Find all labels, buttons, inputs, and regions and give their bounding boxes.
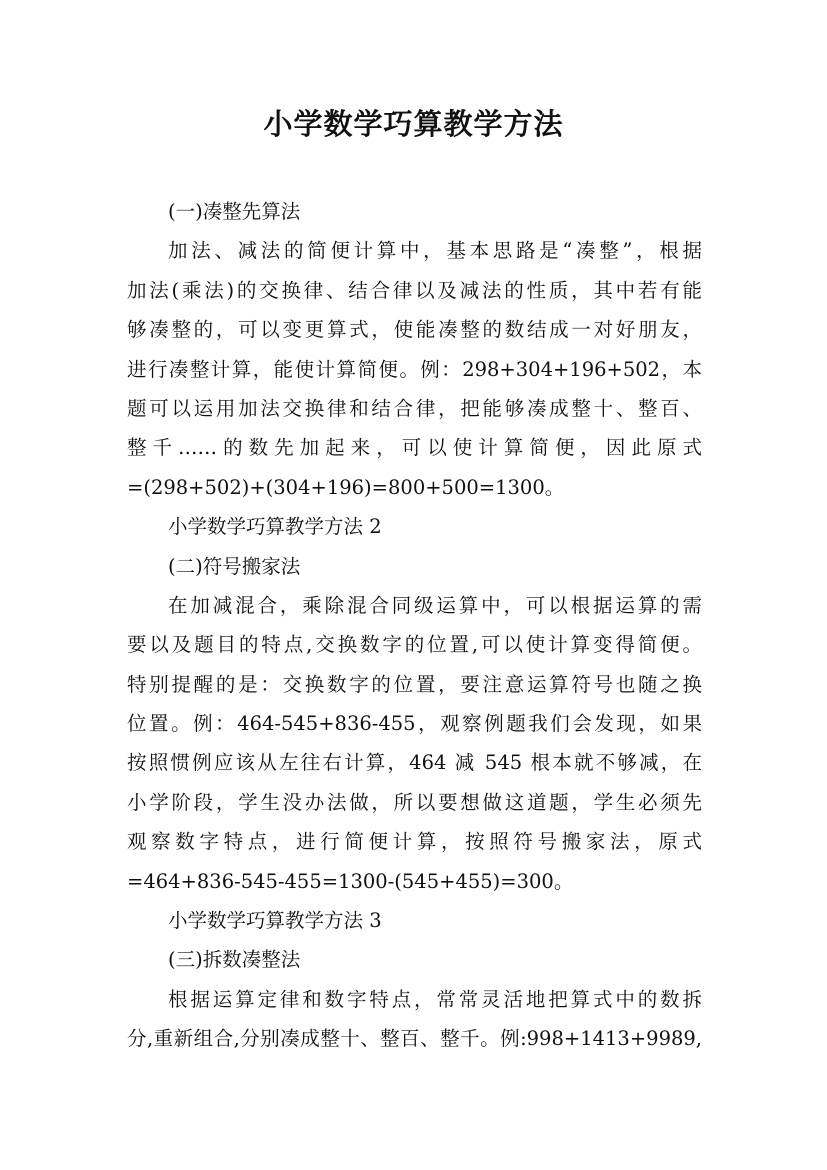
text-line: 小学阶段，学生没办法做，所以要想做这道题，学生必须先	[127, 790, 702, 814]
document-title: 小学数学巧算教学方法	[263, 107, 564, 141]
text-line: 位置。例：464-545+836-455，观察例题我们会发现，如果	[127, 712, 702, 736]
text-line: 按照惯例应该从左往右计算，464 减 545 根本就不够减，在	[127, 751, 702, 775]
text-line: =(298+502)+(304+196)=800+500=1300。	[127, 475, 565, 499]
text-line: 够凑整的，可以变更算式，使能凑整的数结成一对好朋友，	[127, 318, 702, 342]
text-line: 整千……的数先加起来，可以使计算简便，因此原式	[127, 436, 702, 460]
text-line: 特别提醒的是：交换数字的位置，要注意运算符号也随之换	[127, 672, 702, 696]
text-line: (二)符号搬家法	[168, 554, 301, 578]
text-line: 要以及题目的特点,交换数字的位置,可以使计算变得简便。	[127, 633, 702, 657]
text-line: =464+836-545-455=1300-(545+455)=300。	[127, 869, 574, 893]
text-line: 小学数学巧算教学方法 3	[168, 909, 382, 933]
text-line: 进行凑整计算，能使计算简便。例：298+304+196+502，本	[127, 357, 702, 381]
text-line: 在加减混合，乘除混合同级运算中，可以根据运算的需	[168, 593, 702, 617]
text-line: (三)拆数凑整法	[168, 948, 301, 972]
text-line: 题可以运用加法交换律和结合律，把能够凑成整十、整百、	[127, 396, 702, 420]
text-line: 加法、减法的简便计算中，基本思路是“凑整”，根据	[168, 239, 702, 263]
text-line: 加法(乘法)的交换律、结合律以及减法的性质，其中若有能	[127, 278, 702, 302]
text-line: 根据运算定律和数字特点，常常灵活地把算式中的数拆	[168, 987, 702, 1011]
text-line: 分,重新组合,分别凑成整十、整百、整千。例:998+1413+9989,	[127, 1027, 702, 1051]
text-line: 小学数学巧算教学方法 2	[168, 515, 382, 539]
text-line: 观察数字特点，进行简便计算，按照符号搬家法，原式	[127, 830, 702, 854]
document-body	[127, 192, 702, 1059]
text-line: (一)凑整先算法	[168, 200, 301, 223]
